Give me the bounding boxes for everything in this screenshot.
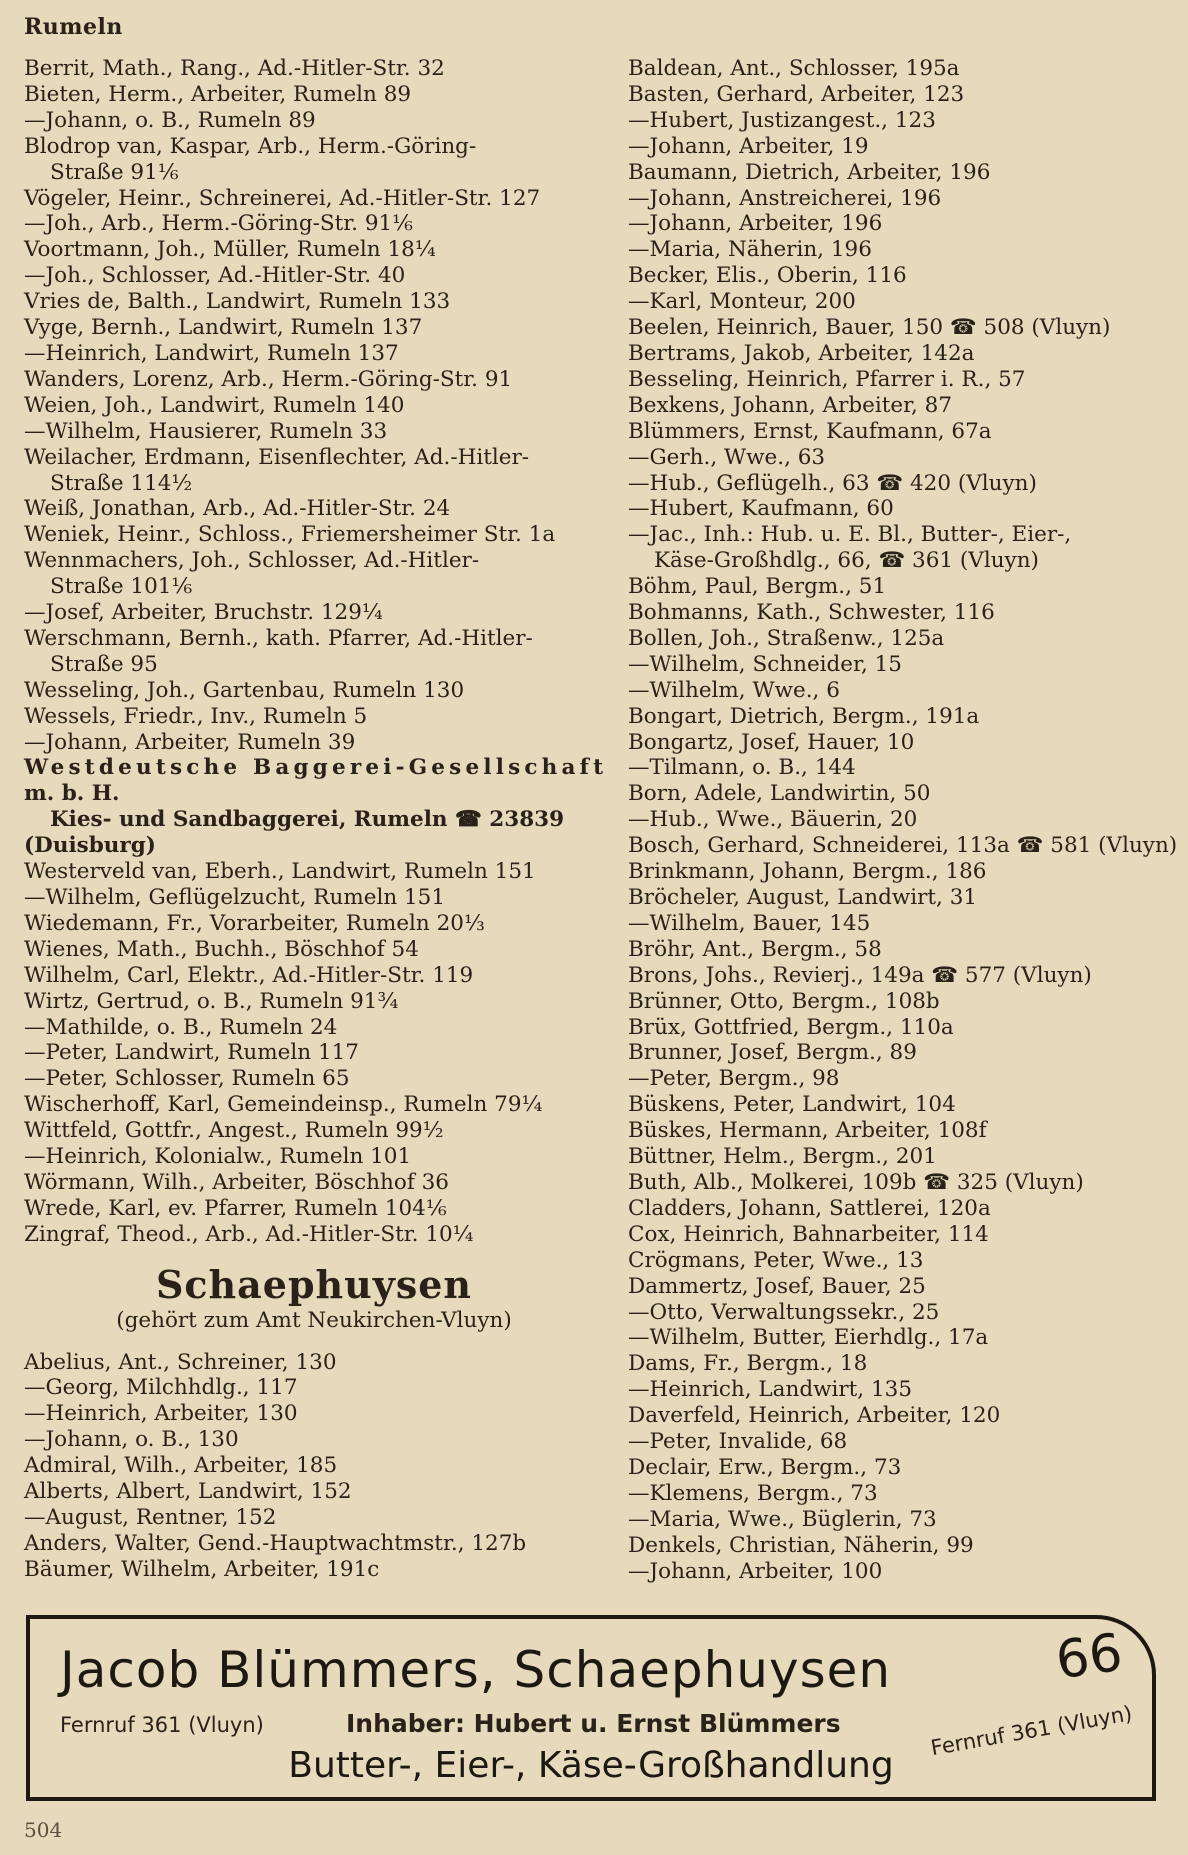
- directory-entry: Büskes, Hermann, Arbeiter, 108f: [628, 1118, 987, 1144]
- directory-entry: —August, Rentner, 152: [24, 1504, 277, 1530]
- directory-entry: Brüx, Gottfried, Bergm., 110a: [628, 1014, 954, 1040]
- directory-entry: Wessels, Friedr., Inv., Rumeln 5: [24, 703, 368, 729]
- directory-entry: —Maria, Näherin, 196: [628, 237, 872, 263]
- directory-entry: —Wilhelm, Wwe., 6: [628, 677, 840, 703]
- ad-company-name: Jacob Blümmers, Schaephuysen: [60, 1641, 892, 1699]
- directory-entry: —Joh., Schlosser, Ad.-Hitler-Str. 40: [24, 263, 406, 289]
- directory-entry: —Hub., Wwe., Bäuerin, 20: [628, 807, 918, 833]
- directory-entry: Wrede, Karl, ev. Pfarrer, Rumeln 104⅙: [24, 1195, 447, 1221]
- directory-entry: Vries de, Balth., Landwirt, Rumeln 133: [24, 289, 451, 315]
- directory-entry: Zingraf, Theod., Arb., Ad.-Hitler-Str. 10¼: [24, 1221, 474, 1247]
- directory-entry: Wanders, Lorenz, Arb., Herm.-Göring-Str. 91: [24, 366, 513, 392]
- directory-entry: Vögeler, Heinr., Schreinerei, Ad.-Hitler-Str. 127: [24, 185, 541, 211]
- directory-entry: Bäumer, Wilhelm, Arbeiter, 191c: [24, 1556, 380, 1582]
- directory-entry: Alberts, Albert, Landwirt, 152: [24, 1479, 352, 1505]
- directory-entry: —Johann, o. B., 130: [24, 1427, 239, 1453]
- ad-phone-left: Fernruf 361 (Vluyn): [60, 1713, 264, 1737]
- advertisement-box: [26, 1615, 1156, 1801]
- directory-entry: (Duisburg): [24, 833, 156, 859]
- directory-entry: Straße 114½: [50, 470, 193, 496]
- directory-entry: Daverfeld, Heinrich, Arbeiter, 120: [628, 1403, 1001, 1429]
- directory-entry: Cox, Heinrich, Bahnarbeiter, 114: [628, 1221, 989, 1247]
- directory-entry: Crögmans, Peter, Wwe., 13: [628, 1247, 924, 1273]
- directory-entry: Admiral, Wilh., Arbeiter, 185: [24, 1453, 338, 1479]
- directory-entry: —Hubert, Kaufmann, 60: [628, 496, 894, 522]
- directory-entry: m. b. H.: [24, 781, 120, 807]
- page-number: 504: [24, 1818, 63, 1842]
- directory-entry: Westerveld van, Eberh., Landwirt, Rumeln 151: [24, 859, 536, 885]
- directory-entry: Bieten, Herm., Arbeiter, Rumeln 89: [24, 81, 412, 107]
- directory-entry: Weilacher, Erdmann, Eisenflechter, Ad.-Hitler-: [24, 444, 530, 470]
- directory-entry: Bertrams, Jakob, Arbeiter, 142a: [628, 340, 975, 366]
- directory-entry: Brunner, Josef, Bergm., 89: [628, 1040, 917, 1066]
- directory-entry: Voortmann, Joh., Müller, Rumeln 18¼: [24, 237, 436, 263]
- directory-entry: —Joh., Arb., Herm.-Göring-Str. 91⅙: [24, 211, 414, 237]
- directory-entry: Bongartz, Josef, Hauer, 10: [628, 729, 915, 755]
- directory-entry: —Maria, Wwe., Büglerin, 73: [628, 1506, 937, 1532]
- directory-entry: Werschmann, Bernh., kath. Pfarrer, Ad.-Hitler-: [24, 625, 533, 651]
- directory-entry: Bohmanns, Kath., Schwester, 116: [628, 600, 995, 626]
- directory-entry: —Johann, Arbeiter, 196: [628, 211, 883, 237]
- directory-entry: Buth, Alb., Molkerei, 109b ☎ 325 (Vluyn): [628, 1169, 1084, 1195]
- directory-entry: Wittfeld, Gottfr., Angest., Rumeln 99½: [24, 1118, 444, 1144]
- directory-entry: Declair, Erw., Bergm., 73: [628, 1454, 902, 1480]
- directory-entry: Blodrop van, Kaspar, Arb., Herm.-Göring-: [24, 133, 477, 159]
- directory-entry: Baldean, Ant., Schlosser, 195a: [628, 56, 960, 81]
- directory-entry: Bexkens, Johann, Arbeiter, 87: [628, 392, 953, 418]
- directory-entry: —Tilmann, o. B., 144: [628, 755, 856, 781]
- directory-entry: —Josef, Arbeiter, Bruchstr. 129¼: [24, 600, 383, 626]
- directory-entry: Kies- und Sandbaggerei, Rumeln ☎ 23839: [50, 807, 565, 833]
- directory-entry: —Peter, Bergm., 98: [628, 1066, 840, 1092]
- ad-goods: Butter-, Eier-, Käse-Großhandlung: [288, 1745, 894, 1786]
- directory-entry: Wilhelm, Carl, Elektr., Ad.-Hitler-Str. 119: [24, 962, 474, 988]
- section-title: Schaephuysen: [155, 1261, 473, 1307]
- page-header: Rumeln: [24, 14, 123, 40]
- directory-entry: Wiedemann, Fr., Vorarbeiter, Rumeln 20⅓: [24, 910, 485, 936]
- directory-entry: Büttner, Helm., Bergm., 201: [628, 1144, 937, 1170]
- section-subtitle: (gehört zum Amt Neukirchen-Vluyn): [116, 1307, 512, 1333]
- directory-entry: Born, Adele, Landwirtin, 50: [628, 781, 931, 807]
- directory-entry: —Heinrich, Landwirt, Rumeln 137: [24, 340, 399, 366]
- directory-entry: —Johann, o. B., Rumeln 89: [24, 107, 316, 133]
- directory-entry: Straße 91⅙: [50, 159, 179, 185]
- directory-entry: Beelen, Heinrich, Bauer, 150 ☎ 508 (Vluyn): [628, 315, 1111, 341]
- directory-entry: Anders, Walter, Gend.-Hauptwachtmstr., 127b: [24, 1530, 527, 1556]
- directory-entry: —Mathilde, o. B., Rumeln 24: [24, 1014, 338, 1040]
- directory-entry: Wesseling, Joh., Gartenbau, Rumeln 130: [24, 677, 465, 703]
- directory-entry: —Wilhelm, Hausierer, Rumeln 33: [24, 418, 388, 444]
- directory-entry: Bosch, Gerhard, Schneiderei, 113a ☎ 581 (Vluyn): [628, 833, 1178, 859]
- directory-entry: —Georg, Milchhdlg., 117: [24, 1375, 298, 1401]
- directory-entry: Dammertz, Josef, Bauer, 25: [628, 1273, 926, 1299]
- directory-entry: Weiß, Jonathan, Arb., Ad.-Hitler-Str. 24: [24, 496, 451, 522]
- directory-entry: Wischerhoff, Karl, Gemeindeinsp., Rumeln 79¼: [24, 1092, 543, 1118]
- directory-entry: Berrit, Math., Rang., Ad.-Hitler-Str. 32: [24, 56, 445, 81]
- directory-entry: Denkels, Christian, Näherin, 99: [628, 1532, 974, 1558]
- directory-entry: —Wilhelm, Bauer, 145: [628, 910, 871, 936]
- directory-entry: Bollen, Joh., Straßenw., 125a: [628, 625, 945, 651]
- directory-entry: —Wilhelm, Schneider, 15: [628, 651, 902, 677]
- directory-entry: —Otto, Verwaltungssekr., 25: [628, 1299, 940, 1325]
- directory-entry: Blümmers, Ernst, Kaufmann, 67a: [628, 418, 992, 444]
- directory-entry: Westdeutsche Baggerei-Gesellschaft: [24, 755, 608, 781]
- left-entries: [24, 56, 608, 1248]
- directory-entry: Brünner, Otto, Bergm., 108b: [628, 988, 940, 1014]
- directory-entry: Bongart, Dietrich, Bergm., 191a: [628, 703, 980, 729]
- directory-entry: Büskens, Peter, Landwirt, 104: [628, 1092, 956, 1118]
- directory-entry: —Wilhelm, Geflügelzucht, Rumeln 151: [24, 885, 446, 910]
- directory-entry: Böhm, Paul, Bergm., 51: [628, 574, 887, 600]
- directory-entry: —Johann, Anstreicherei, 196: [628, 185, 942, 211]
- directory-entry: —Peter, Invalide, 68: [628, 1429, 848, 1455]
- directory-entry: —Heinrich, Landwirt, 135: [628, 1377, 913, 1403]
- ad-owners: Inhaber: Hubert u. Ernst Blümmers: [346, 1709, 841, 1738]
- right-column: [628, 56, 1178, 1584]
- directory-entry: —Peter, Landwirt, Rumeln 117: [24, 1040, 359, 1066]
- directory-entry: —Wilhelm, Butter, Eierhdlg., 17a: [628, 1325, 989, 1351]
- directory-entry: —Johann, Arbeiter, 100: [628, 1558, 883, 1584]
- directory-entry: Dams, Fr., Bergm., 18: [628, 1351, 868, 1377]
- directory-entry: Abelius, Ant., Schreiner, 130: [24, 1349, 337, 1375]
- directory-entry: Basten, Gerhard, Arbeiter, 123: [628, 81, 965, 107]
- directory-entry: Vyge, Bernh., Landwirt, Rumeln 137: [24, 315, 423, 341]
- directory-entry: Wennmachers, Joh., Schlosser, Ad.-Hitler-: [24, 548, 480, 574]
- right-entries: [628, 56, 1178, 1584]
- directory-entry: Bröcheler, August, Landwirt, 31: [628, 885, 978, 910]
- ad-house-number: 66: [1051, 1622, 1126, 1692]
- directory-entry: —Peter, Schlosser, Rumeln 65: [24, 1066, 350, 1092]
- directory-entry: —Gerh., Wwe., 63: [628, 444, 826, 470]
- ad-phone-right: Fernruf 361 (Vluyn): [929, 1701, 1135, 1761]
- directory-entry: Cladders, Johann, Sattlerei, 120a: [628, 1195, 991, 1221]
- directory-entry: Wirtz, Gertrud, o. B., Rumeln 91¾: [24, 988, 399, 1014]
- directory-entry: Straße 95: [50, 651, 158, 677]
- section-entries: [24, 1350, 604, 1583]
- directory-entry: —Johann, Arbeiter, 19: [628, 133, 869, 159]
- directory-entry: Brinkmann, Johann, Bergm., 186: [628, 859, 987, 885]
- directory-entry: Straße 101⅙: [50, 574, 193, 600]
- directory-entry: Wienes, Math., Buchh., Böschhof 54: [24, 936, 419, 962]
- directory-entry: Brons, Johs., Revierj., 149a ☎ 577 (Vluyn): [628, 962, 1092, 988]
- left-column: [24, 56, 608, 1583]
- directory-entry: Käse-Großhdlg., 66, ☎ 361 (Vluyn): [654, 548, 1039, 574]
- directory-entry: —Hubert, Justizangest., 123: [628, 107, 936, 133]
- directory-entry: Bröhr, Ant., Bergm., 58: [628, 936, 882, 962]
- directory-entry: —Johann, Arbeiter, Rumeln 39: [24, 729, 356, 755]
- directory-entry: —Hub., Geflügelh., 63 ☎ 420 (Vluyn): [628, 470, 1037, 496]
- directory-entry: Becker, Elis., Oberin, 116: [628, 263, 907, 289]
- directory-entry: Wörmann, Wilh., Arbeiter, Böschhof 36: [24, 1169, 449, 1195]
- directory-entry: —Klemens, Bergm., 73: [628, 1480, 878, 1506]
- directory-entry: —Heinrich, Arbeiter, 130: [24, 1401, 298, 1427]
- directory-entry: Weien, Joh., Landwirt, Rumeln 140: [24, 392, 405, 418]
- directory-entry: Baumann, Dietrich, Arbeiter, 196: [628, 159, 991, 185]
- directory-entry: —Karl, Monteur, 200: [628, 289, 856, 315]
- directory-entry: —Heinrich, Kolonialw., Rumeln 101: [24, 1144, 412, 1170]
- directory-entry: Weniek, Heinr., Schloss., Friemersheimer Str. 1a: [24, 522, 556, 548]
- directory-entry: Besseling, Heinrich, Pfarrer i. R., 57: [628, 366, 1026, 392]
- directory-entry: —Jac., Inh.: Hub. u. E. Bl., Butter-, Eier-,: [628, 522, 1072, 548]
